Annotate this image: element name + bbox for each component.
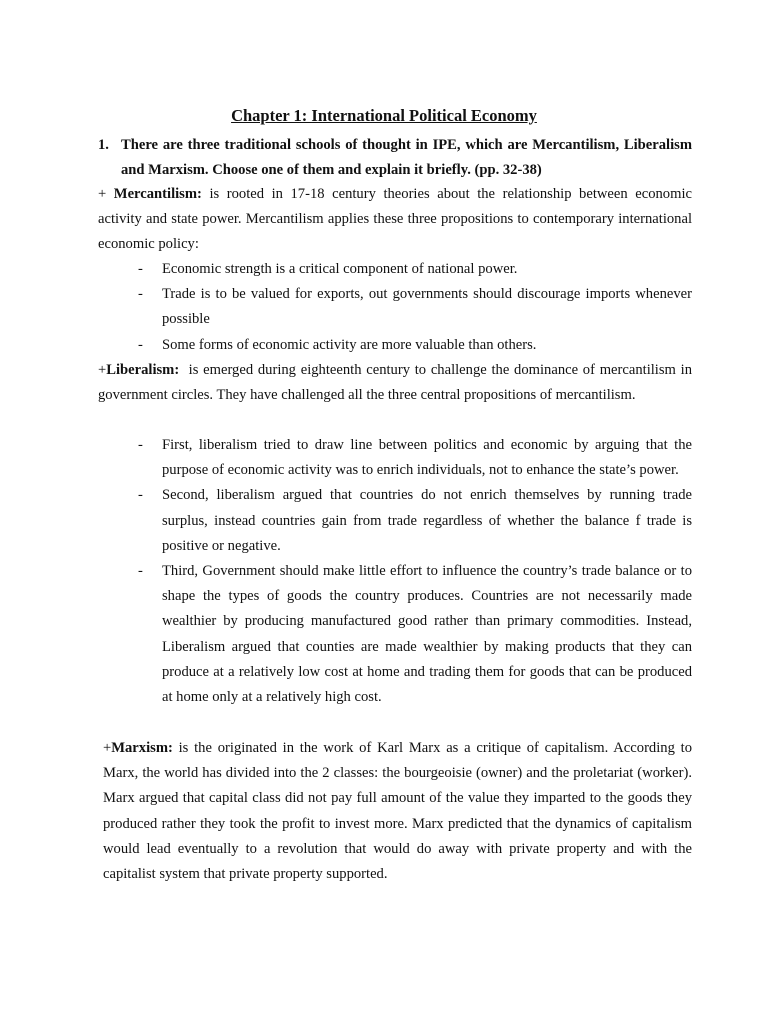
list-item [98, 333, 692, 358]
liberalism-text: is emerged during eighteenth century to challenge the dominance of mercantilism in government circles. They have challenged all the three central propositions of mercantilism. [98, 362, 696, 404]
marxism-prefix: + [103, 740, 112, 756]
mercantilism-label: Mercantilism: [113, 186, 202, 202]
bullet-text: First, liberalism tried to draw line between politics and economic by arguing that the purpose of economic activity was to enrich individuals, not to enhance the state’s power. [162, 437, 692, 479]
marxism-text: is the originated in the work of Karl Marx as a critique of capitalism. According to Marx, the world has divided into the 2 classes: the bourgeoisie (owner) and the proletariat (worker). Marx argued that capital class did not pay full amount of the value they imparted to the goods they produced rather they took the profit to invest more. Marx predicted that the dynamics of capitalism would lead eventually to a revolution that would do away with private property and with the capitalist system that private property supported. [103, 740, 692, 883]
mercantilism-paragraph [98, 182, 692, 258]
bullet-dash: - [138, 286, 143, 303]
bullet-text: Economic strength is a critical component of national power. [162, 261, 518, 277]
liberalism-paragraph [98, 358, 696, 408]
mercantilism-text: is rooted in 17-18 century theories about the relationship between economic activity and state power. Mercantilism applies these three propositions to contemporary international economic policy: [98, 186, 692, 253]
question-text: There are three traditional schools of thought in IPE, which are Mercantilism, Liberalism and Marxism. Choose one of them and explain it briefly. (pp. 32-38) [121, 137, 692, 178]
bullet-text: Some forms of economic activity are more valuable than others. [162, 336, 537, 353]
question-number: 1. [98, 137, 109, 153]
bullet-dash: - [138, 563, 143, 580]
liberalism-label: Liberalism: [106, 362, 180, 378]
bullet-dash: - [138, 261, 143, 277]
bullet-dash: - [138, 437, 143, 453]
list-item [98, 433, 692, 483]
mercantilism-bullet-list [98, 257, 692, 358]
marxism-label: Marxism: [111, 740, 173, 756]
question-1 [98, 133, 692, 183]
marxism-paragraph [103, 736, 692, 887]
bullet-text: Third, Government should make little effort to influence the country’s trade balance or to shape the types of goods the country produces. Countries are not necessarily made wealthier by producing manufactured good rather than primary commodities. Instead, Liberalism argued that counties are made wealthier by making products that they can produce at a relatively low cost at home and trading them for goods that can be produced at home only at a relatively high cost. [162, 563, 692, 706]
mercantilism-prefix: + [98, 186, 114, 202]
bullet-dash: - [138, 487, 143, 504]
liberalism-prefix: + [98, 362, 107, 378]
liberalism-bullet-list [98, 433, 692, 710]
bullet-text: Trade is to be valued for exports, out governments should discourage imports whenever possible [162, 286, 692, 328]
list-item [98, 483, 692, 559]
bullet-dash: - [138, 336, 143, 353]
page-title: Chapter 1: International Political Economy [231, 106, 537, 125]
list-item [98, 282, 692, 332]
bullet-text: Second, liberalism argued that countries do not enrich themselves by running trade surplus, instead countries gain from trade regardless of whether the balance f trade is positive or negative. [162, 487, 692, 554]
list-item [98, 559, 692, 710]
list-item [98, 257, 692, 282]
